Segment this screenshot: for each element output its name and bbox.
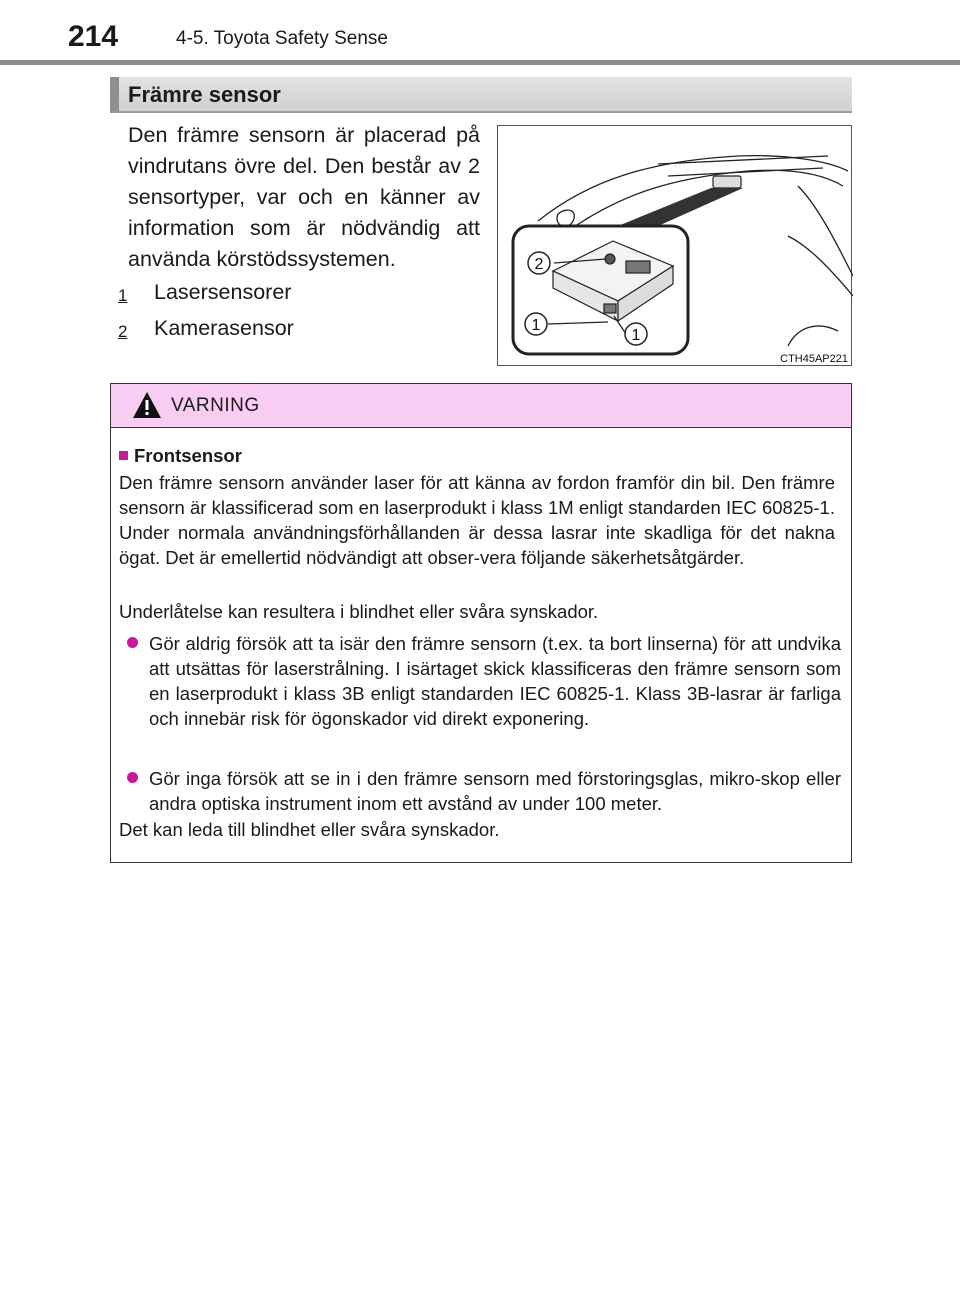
warning-heading bbox=[119, 443, 242, 468]
list-item-camera bbox=[118, 316, 294, 341]
intro-paragraph: Den främre sensorn är placerad på vindrutans övre del. Den består av 2 sensortyper, var och en känner av information som är nödvändig att använda körstödssystemen. bbox=[128, 123, 480, 271]
section-title: Främre sensor bbox=[128, 82, 281, 107]
item-number: 2 bbox=[118, 322, 128, 341]
callout-label: 2 bbox=[534, 256, 544, 273]
bullet-dot-icon bbox=[127, 772, 138, 783]
item-number: 1 bbox=[118, 286, 128, 305]
page-number: 214 bbox=[68, 20, 119, 53]
warning-paragraph: Underlåtelse kan resultera i blindhet eller svåra synskador. bbox=[119, 601, 599, 622]
item-label: Lasersensorer bbox=[154, 280, 292, 304]
warning-heading-text: Frontsensor bbox=[134, 445, 242, 466]
header-divider bbox=[0, 60, 960, 65]
heading-marker-icon bbox=[119, 451, 128, 460]
section-title-bar bbox=[110, 77, 852, 113]
list-item-laser bbox=[118, 280, 292, 305]
warning-paragraph: Den främre sensorn använder laser för att känna av fordon framför din bil. Den främre sensorn är klassificerad som en laserprodukt i klass 1M enligt standarden IEC 60825-1. Under normala användningsförhållanden är dessa lasrar inte skadliga för det nakna ögat. Det är emellertid nödvändigt att obser-vera följande säkerhetsåtgärder. bbox=[119, 472, 835, 568]
warning-box bbox=[110, 383, 852, 863]
warning-paragraph: Det kan leda till blindhet eller svåra synskador. bbox=[119, 819, 500, 840]
bullet-dot-icon bbox=[127, 637, 138, 648]
figure-code: CTH45AP221 bbox=[780, 353, 848, 365]
item-label: Kamerasensor bbox=[154, 316, 294, 340]
warning-bullet: Gör inga försök att se in i den främre sensorn med förstoringsglas, mikro-skop eller andra optiska instrument inom ett avstånd av under 100 meter. bbox=[149, 768, 841, 814]
callout-label: 1 bbox=[631, 327, 641, 344]
warning-bullet: Gör aldrig försök att ta isär den främre sensorn (t.ex. ta bort linserna) för att undvika att utsättas för laserstrålning. I isärtaget skick klassificeras den främre sensorn som en laserprodukt i klass 3B enligt standarden IEC 60825-1. Klass 3B-lasrar är farliga och innebär risk för ögonskador vid direkt exponering. bbox=[149, 633, 841, 729]
warning-title: VARNING bbox=[171, 395, 260, 416]
windshield-sensor-drawing bbox=[498, 126, 853, 367]
warning-triangle-icon bbox=[131, 390, 163, 420]
callout-label: 1 bbox=[531, 317, 541, 334]
warning-header bbox=[111, 384, 851, 428]
sensor-illustration bbox=[497, 125, 852, 366]
section-title-accent bbox=[110, 77, 119, 111]
section-reference: 4-5. Toyota Safety Sense bbox=[176, 28, 388, 49]
